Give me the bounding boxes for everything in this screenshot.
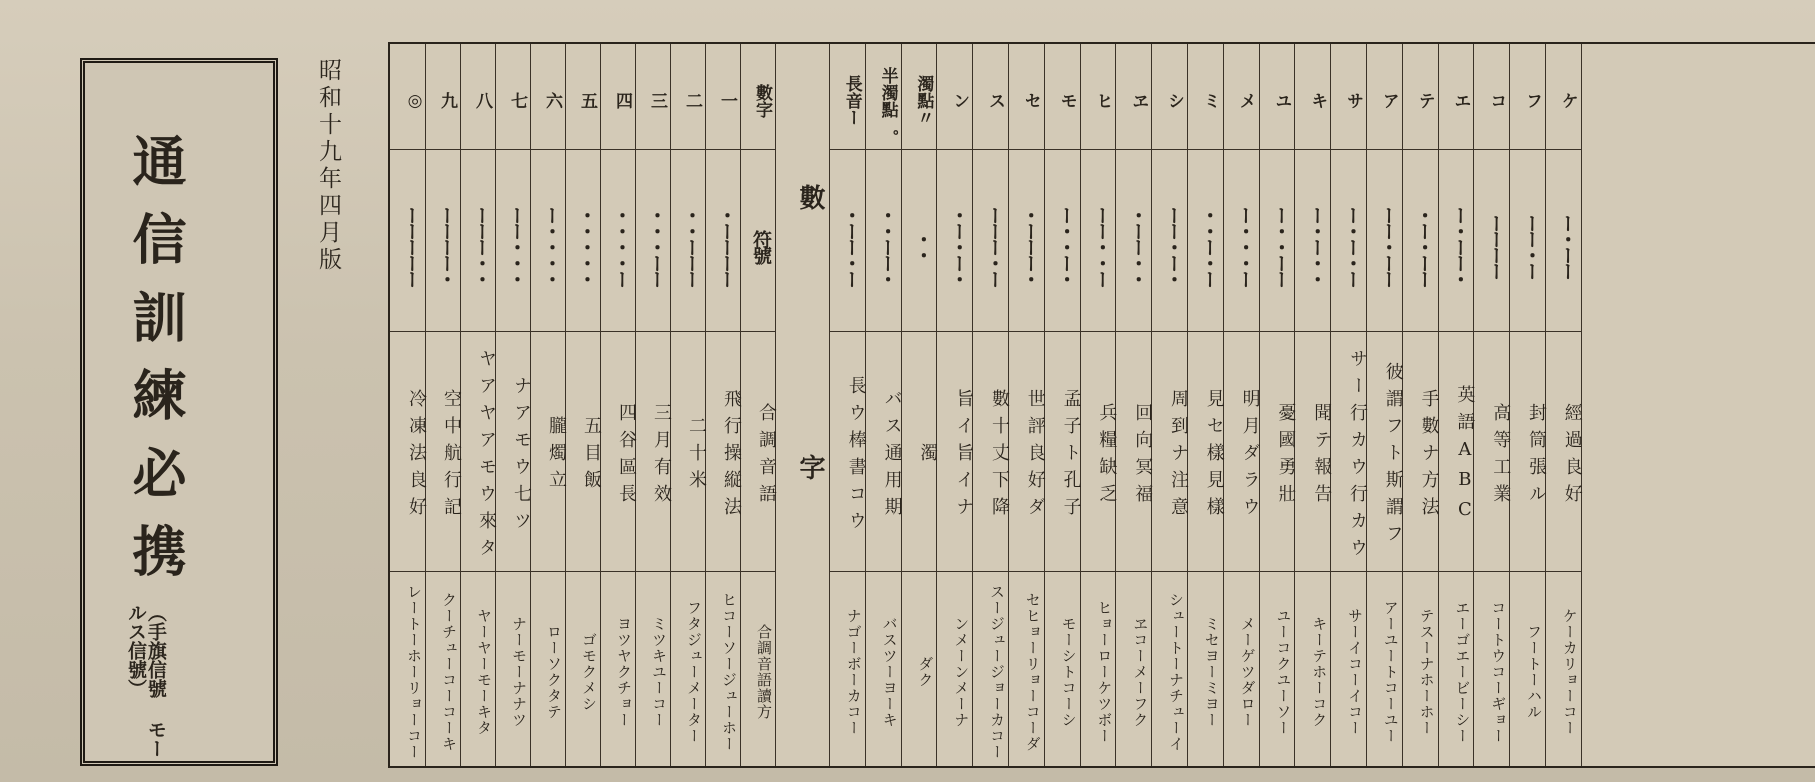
mnemonic-phrase: 英語ABC (1438, 332, 1474, 572)
chart-column (1366, 44, 1403, 766)
chart-column (635, 44, 671, 766)
phrase-reading: エーゴエービーシー (1453, 600, 1472, 744)
mnemonic-phrase: 兵糧缺乏 (1080, 332, 1116, 572)
chart-column (600, 44, 636, 766)
phrase-reading: ヒコーソージューホー (720, 592, 738, 752)
chart-column (1509, 44, 1546, 766)
column-header: 九 (425, 44, 460, 150)
phrase-reading: ヤーヤーモーキタ (475, 608, 493, 736)
morse-signal: ー・ーー・ (1438, 150, 1474, 332)
column-header: ケ (1545, 44, 1581, 150)
morse-signal: ー・・ーー (1259, 150, 1295, 332)
chart-column (495, 44, 531, 766)
mnemonic-phrase: サー行カウ行カウ (1330, 332, 1366, 572)
phrase-reading: サーイコーイコー (1345, 608, 1364, 736)
column-header: 六 (530, 44, 565, 150)
mnemonic-phrase: 憂國勇壯 (1259, 332, 1295, 572)
chart-column (936, 44, 973, 766)
mnemonic-phrase: 朧燭立 (530, 332, 565, 572)
mnemonic-phrase: ナアモウ七ツ (495, 332, 530, 572)
morse-signal: ーーー・・ (460, 150, 495, 332)
column-header: 二 (670, 44, 705, 150)
column-header: セ (1008, 44, 1044, 150)
column-header: キ (1294, 44, 1330, 150)
phrase-reading: ミツキユーコー (650, 616, 668, 728)
column-header: 五 (565, 44, 600, 150)
chart-column (1044, 44, 1081, 766)
phrase-reading: モーシトコーシ (1059, 616, 1078, 728)
morse-signal: ・ー・ーー (1402, 150, 1438, 332)
chart-column (1008, 44, 1045, 766)
mnemonic-phrase: 濁 (901, 332, 937, 572)
column-header: 七 (495, 44, 530, 150)
phrase-reading: コートウコーギョー (1489, 600, 1508, 744)
chart-column (460, 44, 496, 766)
column-header: メ (1223, 44, 1259, 150)
column-header: シ (1151, 44, 1187, 150)
chart-column (972, 44, 1009, 766)
document-title: 通信訓練必携 (124, 133, 188, 601)
chart-column (390, 44, 426, 766)
numbers-section (390, 44, 775, 766)
mnemonic-phrase: 高等工業 (1473, 332, 1509, 572)
chart-column (530, 44, 566, 766)
phrase-reading: フートーハル (1524, 624, 1543, 720)
morse-signal: ー・・・ー (1223, 150, 1259, 332)
chart-column (740, 44, 776, 766)
chart-column (425, 44, 461, 766)
mnemonic-phrase: 聞テ報告 (1294, 332, 1330, 572)
phrase-reading: ミセヨーミヨー (1202, 616, 1221, 728)
chart-column (865, 44, 902, 766)
phrase-reading: ンメーンメーナ (952, 616, 971, 728)
mnemonic-phrase: 空中航行記 (425, 332, 460, 572)
mnemonic-phrase: 回向冥福 (1115, 332, 1151, 572)
chart-column (1080, 44, 1117, 766)
morse-signal: ーーー・ー (972, 150, 1008, 332)
phrase-reading: メーゲツダロー (1238, 616, 1257, 728)
morse-signal: ・ーーー・ (1008, 150, 1044, 332)
morse-signal: ー・ー・ー (1330, 150, 1366, 332)
morse-signal: ーー・・・ (495, 150, 530, 332)
column-header: サ (1330, 44, 1366, 150)
morse-signal: ーー・・ー (1080, 150, 1116, 332)
section-title-bottom: 字 (795, 454, 825, 480)
phrase-reading: ユーコクユーソー (1274, 608, 1293, 736)
morse-signal: ーー・ー (1509, 150, 1545, 332)
phrase-reading: ヒョーローケツボー (1095, 600, 1114, 744)
mnemonic-phrase: 周到ナ注意 (1151, 332, 1187, 572)
morse-signal: ・・・ーー (635, 150, 670, 332)
mnemonic-phrase: 孟子ト孔子 (1044, 332, 1080, 572)
column-header: ミ (1187, 44, 1223, 150)
chart-column (565, 44, 601, 766)
chart-column (670, 44, 706, 766)
column-header: ヒ (1080, 44, 1116, 150)
phrase-reading: スージュージョーカコー (987, 584, 1006, 760)
mnemonic-phrase: 冷凍法良好 (390, 332, 425, 572)
chart-column (1151, 44, 1188, 766)
morse-signal: ・ーーーー (705, 150, 740, 332)
column-header: ア (1366, 44, 1402, 150)
column-header: ◎ (390, 44, 425, 150)
column-header: 長音ー (829, 44, 865, 150)
phrase-reading: 合調音語讀方 (755, 624, 773, 720)
morse-signal: ・・・・ー (600, 150, 635, 332)
column-header: テ (1402, 44, 1438, 150)
edition-date: 昭和十九年四月版 (315, 58, 341, 274)
mnemonic-phrase: 彼謂フト斯謂フ (1366, 332, 1402, 572)
document-subtitle: （手旗信號 モールス信號） (124, 603, 167, 758)
mnemonic-phrase: 合調音語 (740, 332, 775, 572)
morse-signal: ー・ーー (1545, 150, 1581, 332)
phrase-reading: レートーホーリョーコー (405, 584, 423, 760)
morse-signal: ーーーーー (390, 150, 425, 332)
morse-signal: ー・・ー・ (1044, 150, 1080, 332)
morse-signal: ・ーー・ー (829, 150, 865, 332)
phrase-reading: ケーカリョーコー (1560, 608, 1579, 736)
mnemonic-phrase: ヤアヤアモウ來タ (460, 332, 495, 572)
phrase-reading: クーチューコーコーキ (440, 592, 458, 752)
morse-signal: ーー・ー・ (1151, 150, 1187, 332)
mnemonic-phrase: バス通用期 (865, 332, 901, 572)
column-header: ユ (1259, 44, 1295, 150)
chart-column (1223, 44, 1260, 766)
morse-signal: ーー・ーー (1366, 150, 1402, 332)
chart-column (1402, 44, 1439, 766)
mnemonic-phrase: 見セ樣見樣 (1187, 332, 1223, 572)
chart-column (1187, 44, 1224, 766)
phrase-reading: アーユートコーユー (1381, 600, 1400, 744)
column-header: コ (1473, 44, 1509, 150)
morse-signal: ーーーー (1473, 150, 1509, 332)
mnemonic-phrase: 經過良好 (1545, 332, 1581, 572)
phrase-reading: シュートーナチューイ (1166, 592, 1185, 752)
morse-signal: ー・ー・・ (1294, 150, 1330, 332)
title-label-box (80, 58, 278, 766)
column-header: ス (972, 44, 1008, 150)
column-header: エ (1438, 44, 1474, 150)
morse-signal: ーーーー・ (425, 150, 460, 332)
phrase-reading: バスツーヨーキ (880, 616, 899, 728)
column-header: 八 (460, 44, 495, 150)
column-header: ン (936, 44, 972, 150)
chart-column (1438, 44, 1475, 766)
chart-column (1115, 44, 1152, 766)
column-header: ヱ (1115, 44, 1151, 150)
morse-signal: ・ーー・・ (1115, 150, 1151, 332)
column-header: 半濁點゜ (865, 44, 901, 150)
mnemonic-phrase: 五目飯 (565, 332, 600, 572)
chart-column (705, 44, 741, 766)
chart-column (1473, 44, 1510, 766)
section-divider (775, 44, 830, 766)
mnemonic-phrase: 三月有效 (635, 332, 670, 572)
phrase-reading: ヱコーメーフク (1131, 616, 1150, 728)
phrase-reading: ダク (916, 656, 935, 688)
mnemonic-phrase: 旨イ旨イナ (936, 332, 972, 572)
chart-column (829, 44, 866, 766)
morse-signal: ・・ーーー (670, 150, 705, 332)
chart-column (1294, 44, 1331, 766)
mnemonic-phrase: 長ウ棒書コウ (829, 332, 865, 572)
morse-signal: 符號 (740, 150, 775, 332)
section-title-top: 數 (795, 184, 825, 210)
morse-signal: ・ー・ー・ (936, 150, 972, 332)
chart-column (1330, 44, 1367, 766)
mnemonic-phrase: 四谷區長 (600, 332, 635, 572)
morse-signal: ー・・・・ (530, 150, 565, 332)
phrase-reading: ナーモーナナツ (510, 616, 528, 728)
mnemonic-phrase: 數十丈下降 (972, 332, 1008, 572)
column-header: モ (1044, 44, 1080, 150)
chart-column (1259, 44, 1296, 766)
chart-column (1545, 44, 1582, 766)
morse-signal: ・・・・・ (565, 150, 600, 332)
mnemonic-phrase: 飛行操縦法 (705, 332, 740, 572)
phrase-reading: ゴモクメシ (580, 632, 598, 712)
column-header: 四 (600, 44, 635, 150)
column-header: 一 (705, 44, 740, 150)
mnemonic-phrase: 封筒張ル (1509, 332, 1545, 572)
mnemonic-phrase: 手數ナ方法 (1402, 332, 1438, 572)
phrase-reading: ヨツヤクチョー (615, 616, 633, 728)
signal-chart-table (388, 42, 1815, 768)
kana-section (829, 44, 1581, 766)
column-header: フ (1509, 44, 1545, 150)
phrase-reading: テスーナホーホー (1417, 608, 1436, 736)
morse-signal: ・・ーー・ (865, 150, 901, 332)
column-header: 濁點〃 (901, 44, 937, 150)
phrase-reading: キーテホーコク (1310, 616, 1329, 728)
phrase-reading: ローソクタテ (545, 624, 563, 720)
mnemonic-phrase: 世評良好ダ (1008, 332, 1044, 572)
morse-signal: ・・ー・ー (1187, 150, 1223, 332)
column-header: 數字 (740, 44, 775, 150)
morse-signal: ・・ (901, 150, 937, 332)
phrase-reading: ナゴーボーカコー (844, 608, 863, 736)
mnemonic-phrase: 明月ダラウ (1223, 332, 1259, 572)
column-header: 三 (635, 44, 670, 150)
mnemonic-phrase: 二十米 (670, 332, 705, 572)
phrase-reading: セヒョーリョーコーダ (1023, 592, 1042, 752)
phrase-reading: フタジューメーター (685, 600, 703, 744)
chart-column (901, 44, 938, 766)
